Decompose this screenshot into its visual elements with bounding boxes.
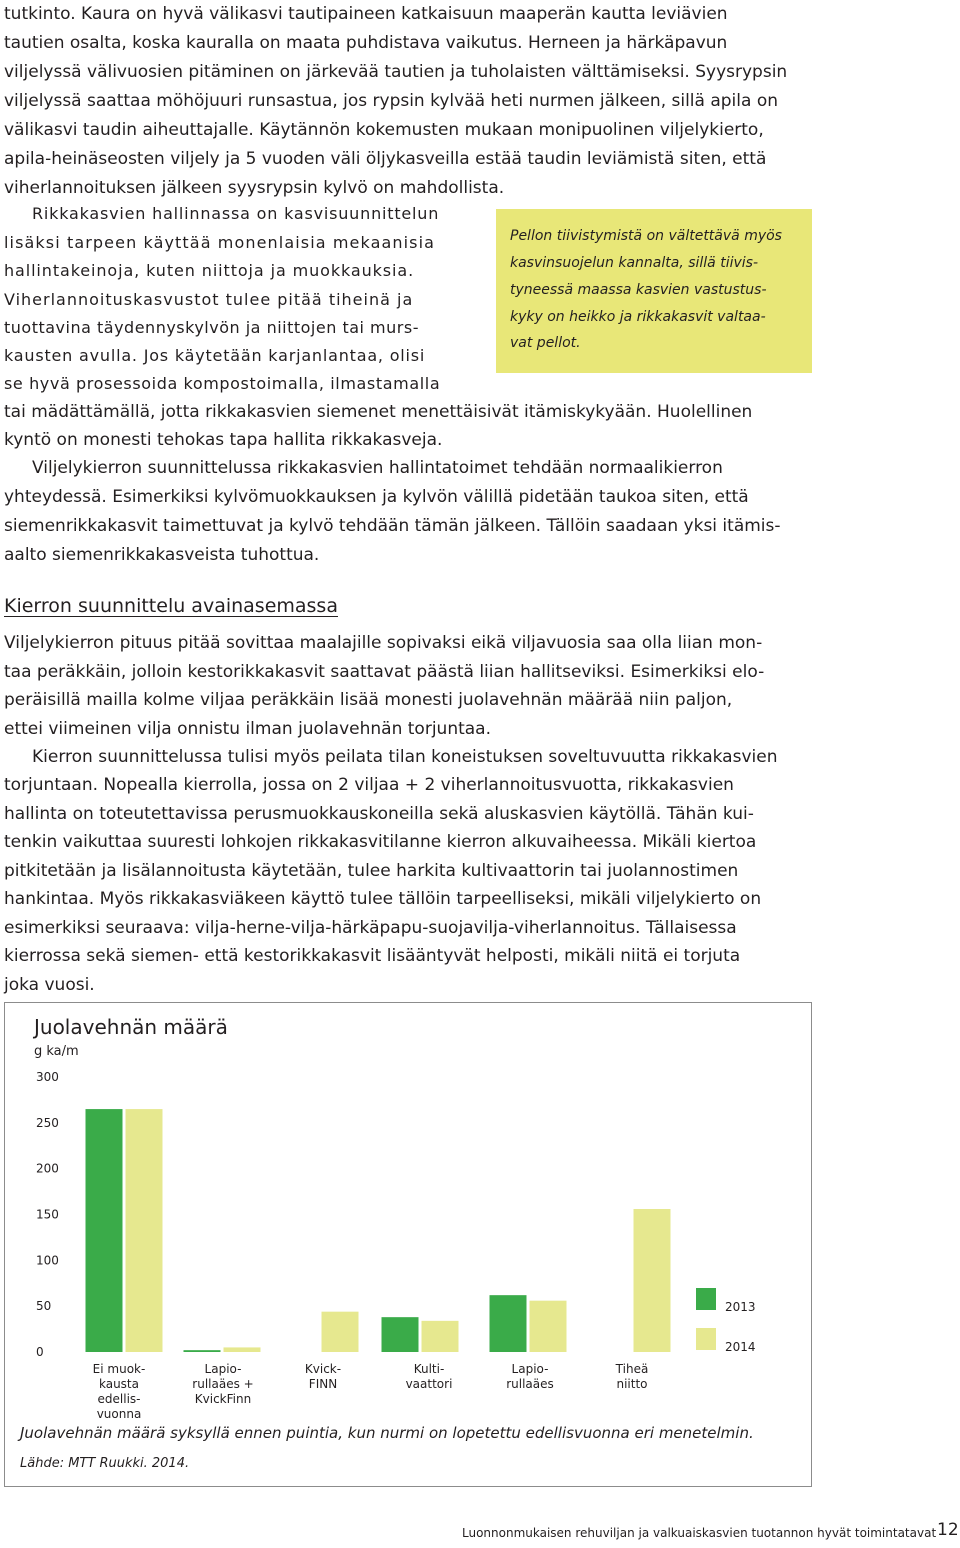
- legend-label-2014: 2014: [725, 1340, 756, 1354]
- x-category-label-line: KvickFinn: [194, 1392, 252, 1406]
- y-tick-label: 250: [36, 1115, 59, 1130]
- legend-swatch-2014: [696, 1328, 716, 1350]
- x-category-label: [93, 1362, 146, 1421]
- sidebar-line: vat pellot.: [510, 335, 581, 351]
- x-category-label-line: Lapio-: [511, 1362, 549, 1376]
- x-category-label: [192, 1362, 253, 1406]
- chart-source: Lähde: MTT Ruukki. 2014.: [20, 1456, 190, 1471]
- bar-2014: [530, 1301, 567, 1352]
- bar-2014: [126, 1109, 163, 1352]
- y-tick-label: 300: [36, 1070, 59, 1084]
- text-line: tautien osalta, koska kauralla on maata puhdistava vaikutus. Herneen ja härkäpavun: [4, 33, 728, 53]
- bar-2013: [382, 1317, 419, 1352]
- bar-2014: [422, 1321, 459, 1352]
- x-category-label-line: Ei muok-: [92, 1362, 146, 1376]
- sidebar-line: kyky on heikko ja rikkakasvit valtaa-: [510, 309, 766, 325]
- page-footer: Luonnonmukaisen rehuviljan ja valkuaiskasvien tuotannon hyvät toimintatavat: [462, 1526, 937, 1540]
- bar-2014: [322, 1312, 359, 1352]
- bar-2013: [86, 1109, 123, 1352]
- text-line: ettei viimeinen vilja onnistu ilman juolavehnän torjuntaa.: [4, 719, 491, 739]
- x-category-label-line: edellis-: [97, 1392, 141, 1406]
- y-tick-label: 150: [36, 1207, 59, 1222]
- page-number: 12: [937, 1520, 959, 1540]
- text-line: hallintakeinoja, kuten niittoja ja muokkauksia.: [4, 261, 415, 280]
- text-line: siemenrikkakasvit taimettuvat ja kylvö tehdään tämän jälkeen. Tällöin saadaan yksi itämis-: [4, 516, 781, 536]
- x-category-label-line: Kvick-: [304, 1362, 342, 1376]
- text-line: peräisillä mailla kolme viljaa peräkkäin lisää monesti juolavehnän määrää niin paljon,: [4, 690, 733, 710]
- x-category-label-line: FINN: [308, 1377, 338, 1391]
- legend-label-2013: 2013: [725, 1300, 756, 1314]
- chart-caption: Juolavehnän määrä syksyllä ennen puintia, kun nurmi on lopetettu edellisvuonna eri menetelmin.: [20, 1424, 754, 1442]
- bar-2014: [634, 1209, 671, 1352]
- text-line: tenkin vaikuttaa suuresti lohkojen rikkakasvitilanne kierron alkuvaiheessa. Mikäli kiertoa: [4, 832, 757, 852]
- legend-swatch-2013: [696, 1288, 716, 1310]
- text-line: Viljelykierron pituus pitää sovittaa maalajille sopivaksi eikä viljavuosia saa olla liian mon-: [4, 633, 763, 653]
- x-category-label-line: rullaäes: [506, 1377, 554, 1391]
- x-category-label: [615, 1362, 649, 1391]
- text-line: välikasvi taudin aiheuttajalle. Käytännön kokemusten mukaan monipuolinen viljelykierto,: [4, 120, 764, 140]
- bar-2014: [224, 1347, 261, 1352]
- section-heading: Kierron suunnittelu avainasemassa: [4, 595, 338, 617]
- text-line: Viljelykierron suunnittelussa rikkakasvien hallintatoimet tehdään normaalikierron: [32, 458, 723, 478]
- x-category-label: [506, 1362, 554, 1391]
- text-line: se hyvä prosessoida kompostoimalla, ilmastamalla: [4, 374, 441, 393]
- text-line: Viherlannoituskasvustot tulee pitää tiheinä ja: [4, 290, 414, 309]
- text-line: viljelyssä saattaa möhöjuuri runsastua, jos rypsin kylvää heti nurmen jälkeen, sillä apila on: [4, 91, 778, 111]
- sidebar-line: kasvinsuojelun kannalta, sillä tiivis-: [510, 255, 759, 271]
- text-line: tuottavina täydennyskylvön ja niittojen tai murs-: [4, 318, 419, 337]
- text-line: esimerkiksi seuraava: vilja-herne-vilja-härkäpapu-suojavilja-viherlannoitus. Tällaisessa: [4, 918, 737, 938]
- bar-2013: [184, 1350, 221, 1352]
- sidebar-line: tyneessä maassa kasvien vastustus-: [510, 282, 767, 298]
- text-line: viherlannoituksen jälkeen syysrypsin kylvö on mahdollista.: [4, 178, 505, 198]
- x-category-label-line: vuonna: [96, 1407, 142, 1421]
- text-line: aalto siemenrikkakasveista tuhottua.: [4, 545, 320, 565]
- y-tick-label: 100: [36, 1253, 59, 1268]
- x-category-label-line: Tiheä: [615, 1362, 649, 1376]
- text-line: kierrossa sekä siemen- että kestorikkakasvit lisääntyvät helposti, mikäli niitä ei torjuta: [4, 946, 741, 966]
- text-line: hankintaa. Myös rikkakasviäkeen käyttö tulee tällöin tarpeelliseksi, mikäli viljelykierto on: [4, 889, 762, 909]
- x-category-label-line: niitto: [616, 1377, 648, 1391]
- text-line: pitkitetään ja lisälannoitusta käytetään, tulee harkita kultivaattorin tai juolannostimen: [4, 861, 739, 881]
- text-line: torjuntaan. Nopealla kierrolla, jossa on 2 viljaa + 2 viherlannoitusvuotta, rikkakasvien: [4, 775, 734, 795]
- text-line: tutkinto. Kaura on hyvä välikasvi tautipaineen katkaisuun maaperän kautta leviävien: [4, 4, 728, 24]
- text-line: Rikkakasvien hallinnassa on kasvisuunnittelun: [32, 204, 440, 223]
- x-category-label-line: vaattori: [405, 1377, 453, 1391]
- text-line: kyntö on monesti tehokas tapa hallita rikkakasveja.: [4, 430, 443, 450]
- y-tick-label: 50: [36, 1299, 52, 1314]
- y-tick-label: 0: [36, 1345, 44, 1359]
- x-category-label-line: kausta: [98, 1377, 140, 1391]
- text-line: yhteydessä. Esimerkiksi kylvömuokkauksen ja kylvön välillä pidetään taukoa siten, että: [4, 487, 749, 507]
- sidebar-line: Pellon tiivistymistä on vältettävä myös: [510, 228, 782, 244]
- text-line: hallinta on toteutettavissa perusmuokkauskoneilla sekä aluskasvien käytöllä. Tähän kui-: [4, 804, 754, 824]
- text-line: Kierron suunnittelussa tulisi myös peilata tilan koneistuksen soveltuvuutta rikkakasvien: [32, 747, 778, 767]
- x-category-label-line: Kulti-: [413, 1362, 445, 1376]
- text-line: joka vuosi.: [4, 975, 95, 995]
- text-line: lisäksi tarpeen käyttää monenlaisia mekaanisia: [4, 233, 436, 252]
- chart-y-unit-text: g ka/m: [34, 1044, 79, 1059]
- text-line: taa peräkkäin, jolloin kestorikkakasvit saattavat päästä liian hallitseviksi. Esimerkiksi elo-: [4, 662, 765, 682]
- text-line: viljelyssä välivuosien pitäminen on järkevää tautien ja tuholaisten välttämiseksi. Syysrypsin: [4, 62, 788, 82]
- bar-2013: [490, 1295, 527, 1352]
- text-line: kausten avulla. Jos käytetään karjanlantaa, olisi: [4, 346, 426, 365]
- text-line: tai mädättämällä, jotta rikkakasvien siemenet menettäisivät itämiskykyään. Huolellinen: [4, 402, 753, 422]
- x-category-label-line: Lapio-: [204, 1362, 242, 1376]
- chart-title: Juolavehnän määrä: [34, 1015, 228, 1039]
- x-category-label: [406, 1362, 453, 1391]
- x-category-label-line: rullaäes +: [192, 1377, 254, 1391]
- y-tick-label: 200: [36, 1161, 59, 1176]
- x-category-label: [305, 1362, 341, 1391]
- text-line: apila-heinäseosten viljely ja 5 vuoden väli öljykasveilla estää taudin leviämistä siten, että: [4, 149, 767, 169]
